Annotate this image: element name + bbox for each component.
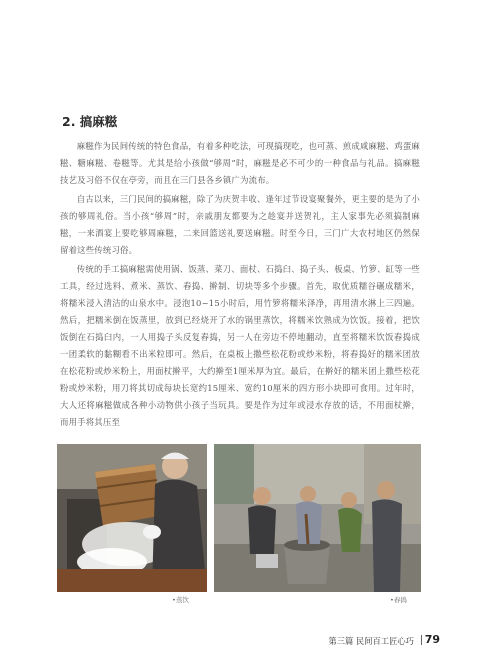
body-text — [60, 138, 420, 431]
footer-part-title: 第三篇 民间百工匠心巧 — [328, 636, 414, 646]
section-heading: 2. 搞麻糍 — [62, 114, 118, 129]
photo-steaming — [57, 444, 207, 592]
paragraph: 传统的手工搞麻糍需使用锅、饭蒸、菜刀、面杖、石捣臼、捣子头、板桌、竹箩、缸等一些工具，经过选料、煮米、蒸饮、舂捣、擀制、切块等多个步骤。首先，取优质糯谷碾成糯米，将糯米浸入清洁的山泉水中。浸泡10~15小时后，用竹箩将糯米泽净，再用清水淋上三四遍。然后，把糯米倒在饭蒸里，放到已经烧开了水的锅里蒸饮，将糯米饮熟成为饮饭。接着，把饮饭倒在石捣臼内，一人用捣子头反复舂捣，另一人在旁边不停地翻动，直至将糯米饮饭舂捣成一团柔软的黏糊看不出米粒即可。然后，在桌板上撒些松花粉或炒米粉，将舂捣好的糯米团放在松花粉或炒米粉上，用面杖擀平，大约擀至1厘米厚为宜。最后，在擀好的糯米团上撒些松花粉或炒米粉，用刀将其切成每块长宽约15厘米、宽约10厘米的四方形小块即可食用。过年时，大人还将麻糍做成各种小动物供小孩子当玩具。要是作为过年或浸水存放的话，不用面杖擀，而用手将其压至 — [60, 264, 420, 427]
photo-caption: •舂捣 — [390, 596, 407, 604]
footer-divider — [421, 635, 422, 645]
photo-pounding — [214, 444, 421, 592]
paragraph: 自古以来，三门民间的搞麻糍，除了为庆贺丰收、逢年过节设宴聚餐外，更主要的是为了小孩的够周礼俗。当小孩“够周”时，亲戚朋友都要为之趁宴并送贺礼，主人家事先必须搞制麻糍，一来酒宴上要吃够周麻糍，二来回篮送礼要送麻糍。时至今日，三门广大农村地区仍然保留着这些传统习俗。 — [60, 194, 420, 255]
page-number: 79 — [424, 633, 440, 646]
page-footer — [0, 634, 480, 648]
paragraph: 麻糍作为民间传统的特色食品，有着多种吃法，可现搞现吃，也可蒸、煎成咸麻糍、鸡蛋麻糍、糖麻糍、卷糍等。尤其是给小孩做“够周”时，麻糍是必不可少的一种食品与礼品。搞麻糍技艺及习俗不仅在亭旁，而且在三门县各乡镇广为流布。 — [60, 141, 420, 185]
photo-caption: •蒸饮 — [172, 596, 189, 604]
